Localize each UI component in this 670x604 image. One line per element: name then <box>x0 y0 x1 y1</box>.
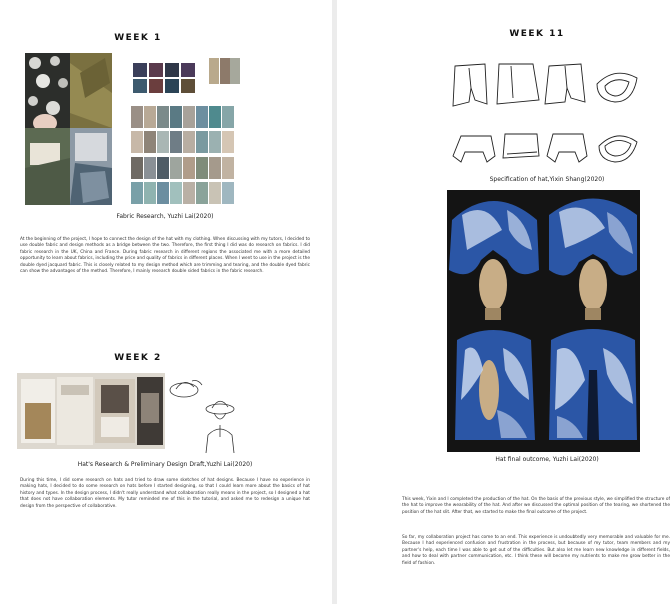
week11-spec-caption: Specification of hat,Yixin Shang(2020) <box>489 176 605 183</box>
hat-final-outcome-photos <box>447 190 640 452</box>
week2-paragraph: During this time, I did some research on hats and tried to draw some sketches of hat designs. Because I have no experience in making hats, I decided to do some research on hats before I started designing, so that I could learn more about the basics of hat history and types. In the design process, I didn't really understand what collaboration really means in the project, so I designed a hat that does not have collaboration elements. My tutor reminded me of this in the tutorial, and asked me to redesign a unique hat design from the perspective of collaborative. <box>20 478 310 509</box>
right-page <box>337 0 670 604</box>
week2-heading: WEEK 2 <box>114 353 162 363</box>
week1-paragraph: At the beginning of the project, I hope to connect the design of the hat with my clothing. When discussing with my tutors, I decided to use double fabric and design methods as a bridge between the two. Therefore, the first thing I did was do research on fabrics. I did fabric research in the UK, China and France. During fabric research in different regions the associated me with a more detailed opportunity to learn about fabrics, including the price and quality of fabrics in different places. When I went to use in the project is the double dyed jacquard fabric. This is closely related to my design method which are trimming and tearing, and the double dyed fabric can show the advantages of the method. Therefore, I mainly research double sided fabrics in the fabric research. <box>20 237 310 275</box>
fabric-photo-collage <box>25 53 112 205</box>
week11-paragraph-2: So far, my collaboration project has come to an end. This experience is undoubtedly very memorable and valuable for me. Because I had experienced confusion and frustration in the process, but because of my tutor, team members and my partner's help, each time I was able to get out of the difficulties. But also let me learn new knowledge in different fields, and how to deal with partner communication, etc. I think these will become my nutrients to make me grow better in the field of fashion. <box>402 535 670 566</box>
left-page <box>0 0 332 604</box>
hat-specification-drawings <box>447 58 647 176</box>
week1-heading: WEEK 1 <box>114 33 162 43</box>
week11-outcome-caption: Hat final outcome, Yuzhi Lai(2020) <box>495 456 599 463</box>
week2-caption: Hat's Research & Preliminary Design Draft,Yuzhi Lai(2020) <box>77 461 253 468</box>
week11-heading: WEEK 11 <box>509 29 565 39</box>
fabric-swatch-grid <box>131 58 240 206</box>
hat-sketch <box>168 375 250 453</box>
hat-research-photo <box>17 373 165 449</box>
week11-paragraph-1: This week, Yixin and I completed the production of the hat. On the basis of the previous style, we simplified the structure of the hat to improve the wearability of the hat. And after we discussed the optimal position of the tearing, we shortened the position of the hat slit. After that, we started to make the final outcome of the project. <box>402 497 670 515</box>
week1-caption: Fabric Research, Yuzhi Lai(2020) <box>116 213 214 220</box>
